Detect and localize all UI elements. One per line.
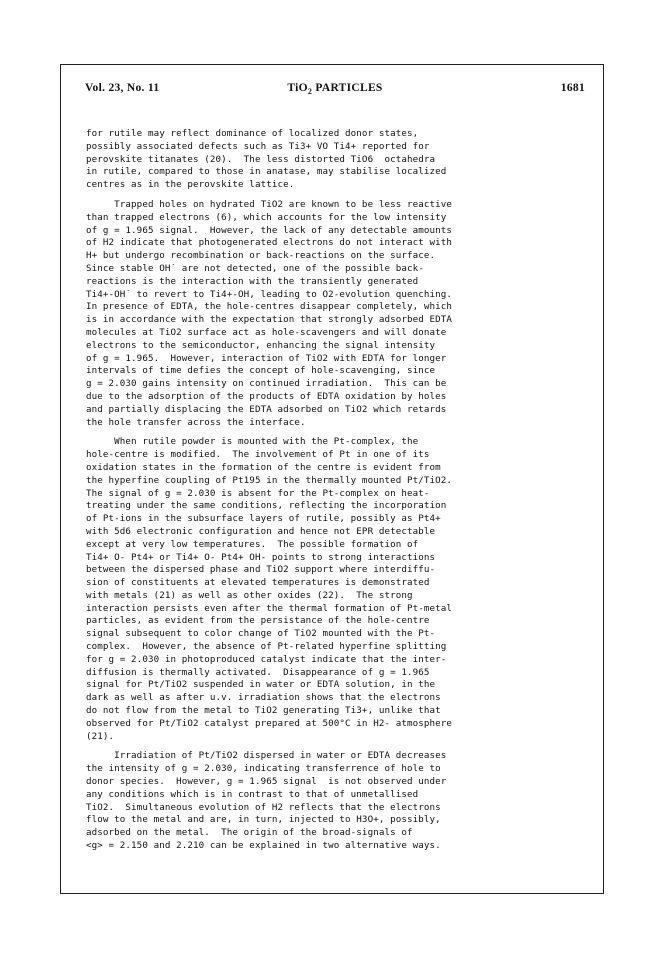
text-line: When rutile powder is mounted with the Pt-complex, the: [86, 436, 419, 448]
text-line: adsorbed on the metal. The origin of the broad-signals of: [86, 827, 413, 839]
text-line: sion of constituents at elevated temperatures is demonstrated: [86, 577, 430, 589]
text-line: of g = 1.965 signal. However, the lack of any detectable amounts: [86, 224, 453, 236]
text-line: do not flow from the metal to TiO2 generating Ti3+, unlike that: [86, 705, 441, 717]
text-line: with 5d6 electronic configuration and hence not EPR detectable: [86, 525, 436, 537]
text-line: g = 2.030 gains intensity on continued irradiation. This can be: [86, 378, 447, 390]
text-line: complex. However, the absence of Pt-related hyperfine splitting: [86, 641, 447, 653]
text-line: except at very low temperatures. The possible formation of: [86, 538, 419, 550]
text-line: particles, as evident from the persistance of the hole-centre: [86, 615, 430, 627]
text-line: in rutile, compared to those in anatase, may stabilise localized: [86, 166, 447, 178]
text-line: interaction persists even after the thermal formation of Pt-metal: [86, 602, 453, 614]
paragraph: [86, 128, 586, 192]
text-line: the intensity of g = 2.030, indicating transferrence of hole to: [86, 763, 441, 775]
running-title: TiO$_2$ PARTICLES: [287, 82, 383, 96]
text-line: possibly associated defects such as Ti3+ VO Ti4+ reported for: [86, 140, 430, 152]
text-line: observed for Pt/TiO2 catalyst prepared at 500°C in H2- atmosphere: [86, 717, 453, 729]
text-line: In presence of EDTA, the hole-centres disappear completely, which: [86, 301, 453, 313]
text-line: Ti4+ O- Pt4+ or Ti4+ O- Pt4+ OH- points to strong interactions: [86, 551, 436, 563]
text-line: for rutile may reflect dominance of localized donor states,: [86, 128, 419, 139]
text-line: hole-centre is modified. The involvement of Pt in one of its: [86, 449, 430, 461]
text-line: reactions is the interaction with the transiently generated: [86, 275, 419, 287]
body-text: [86, 128, 586, 853]
text-line: dark as well as after u.v. irradiation shows that the electrons: [86, 692, 441, 704]
text-line: centres as in the perovskite lattice.: [86, 179, 295, 191]
journal-volume: Vol. 23, No. 11: [85, 82, 160, 94]
page-number: 1681: [560, 82, 585, 94]
paragraph: [86, 199, 586, 429]
text-line: of H2 indicate that photogenerated electrons do not interact with: [86, 237, 453, 249]
text-line: flow to the metal and are, in turn, injected to H3O+, possibly,: [86, 814, 441, 826]
text-line: oxidation states in the formation of the centre is evident from: [86, 461, 441, 473]
text-line: TiO2. Simultaneous evolution of H2 reflects that the electrons: [86, 801, 441, 813]
paragraph: [86, 436, 586, 743]
text-line: the hyperfine coupling of Pt195 in the thermally mounted Pt/TiO2.: [86, 474, 453, 486]
text-line: perovskite titanates (20). The less distorted TiO6 octahedra: [86, 153, 436, 165]
text-line: Ti4+-OH˙ to revert to Ti4+-OH, leading to O2-evolution quenching.: [86, 288, 453, 300]
text-line: Since stable OH˙ are not detected, one of the possible back-: [86, 262, 424, 274]
text-line: <g> = 2.150 and 2.210 can be explained in two alternative ways.: [86, 840, 441, 852]
text-line: The signal of g = 2.030 is absent for the Pt-complex on heat-: [86, 487, 430, 499]
text-line: due to the adsorption of the products of EDTA oxidation by holes: [86, 390, 447, 402]
text-line: with metals (21) as well as other oxides (22). The strong: [86, 589, 413, 601]
text-line: intervals of time defies the concept of hole-scavenging, since: [86, 365, 436, 377]
text-line: (21).: [86, 730, 115, 742]
text-line: and partially displacing the EDTA adsorbed on TiO2 which retards: [86, 403, 447, 415]
text-line: any conditions which is in contrast to that of unmetallised: [86, 788, 419, 800]
text-line: signal for Pt/TiO2 suspended in water or EDTA solution, in the: [86, 679, 436, 691]
text-line: of g = 1.965. However, interaction of TiO2 with EDTA for longer: [86, 352, 447, 364]
running-header: [85, 82, 585, 104]
text-line: electrons to the semiconductor, enhancing the signal intensity: [86, 339, 436, 351]
text-line: diffusion is thermally activated. Disappearance of g = 1.965: [86, 666, 430, 678]
text-line: than trapped electrons (6), which accounts for the low intensity: [86, 211, 447, 223]
text-line: donor species. However, g = 1.965 signal is not observed under: [86, 776, 447, 788]
text-line: Trapped holes on hydrated TiO2 are known to be less reactive: [86, 198, 453, 210]
text-line: H+ but undergo recombination or back-reactions on the surface.: [86, 250, 436, 262]
paragraph: [86, 750, 586, 852]
text-line: of Pt-ions in the subsurface layers of rutile, possibly as Pt4+: [86, 513, 441, 525]
text-line: for g = 2.030 in photoproduced catalyst indicate that the inter-: [86, 653, 447, 665]
text-line: between the dispersed phase and TiO2 support where interdiffu-: [86, 564, 436, 576]
text-line: the hole transfer across the interface.: [86, 416, 306, 428]
text-line: is in accordance with the expectation that strongly adsorbed EDTA: [86, 314, 453, 326]
text-line: Irradiation of Pt/TiO2 dispersed in water or EDTA decreases: [86, 750, 447, 762]
text-line: molecules at TiO2 surface act as hole-scavengers and will donate: [86, 326, 447, 338]
text-line: signal subsequent to color change of TiO2 mounted with the Pt-: [86, 628, 436, 640]
text-line: treating under the same conditions, reflecting the incorporation: [86, 500, 447, 512]
